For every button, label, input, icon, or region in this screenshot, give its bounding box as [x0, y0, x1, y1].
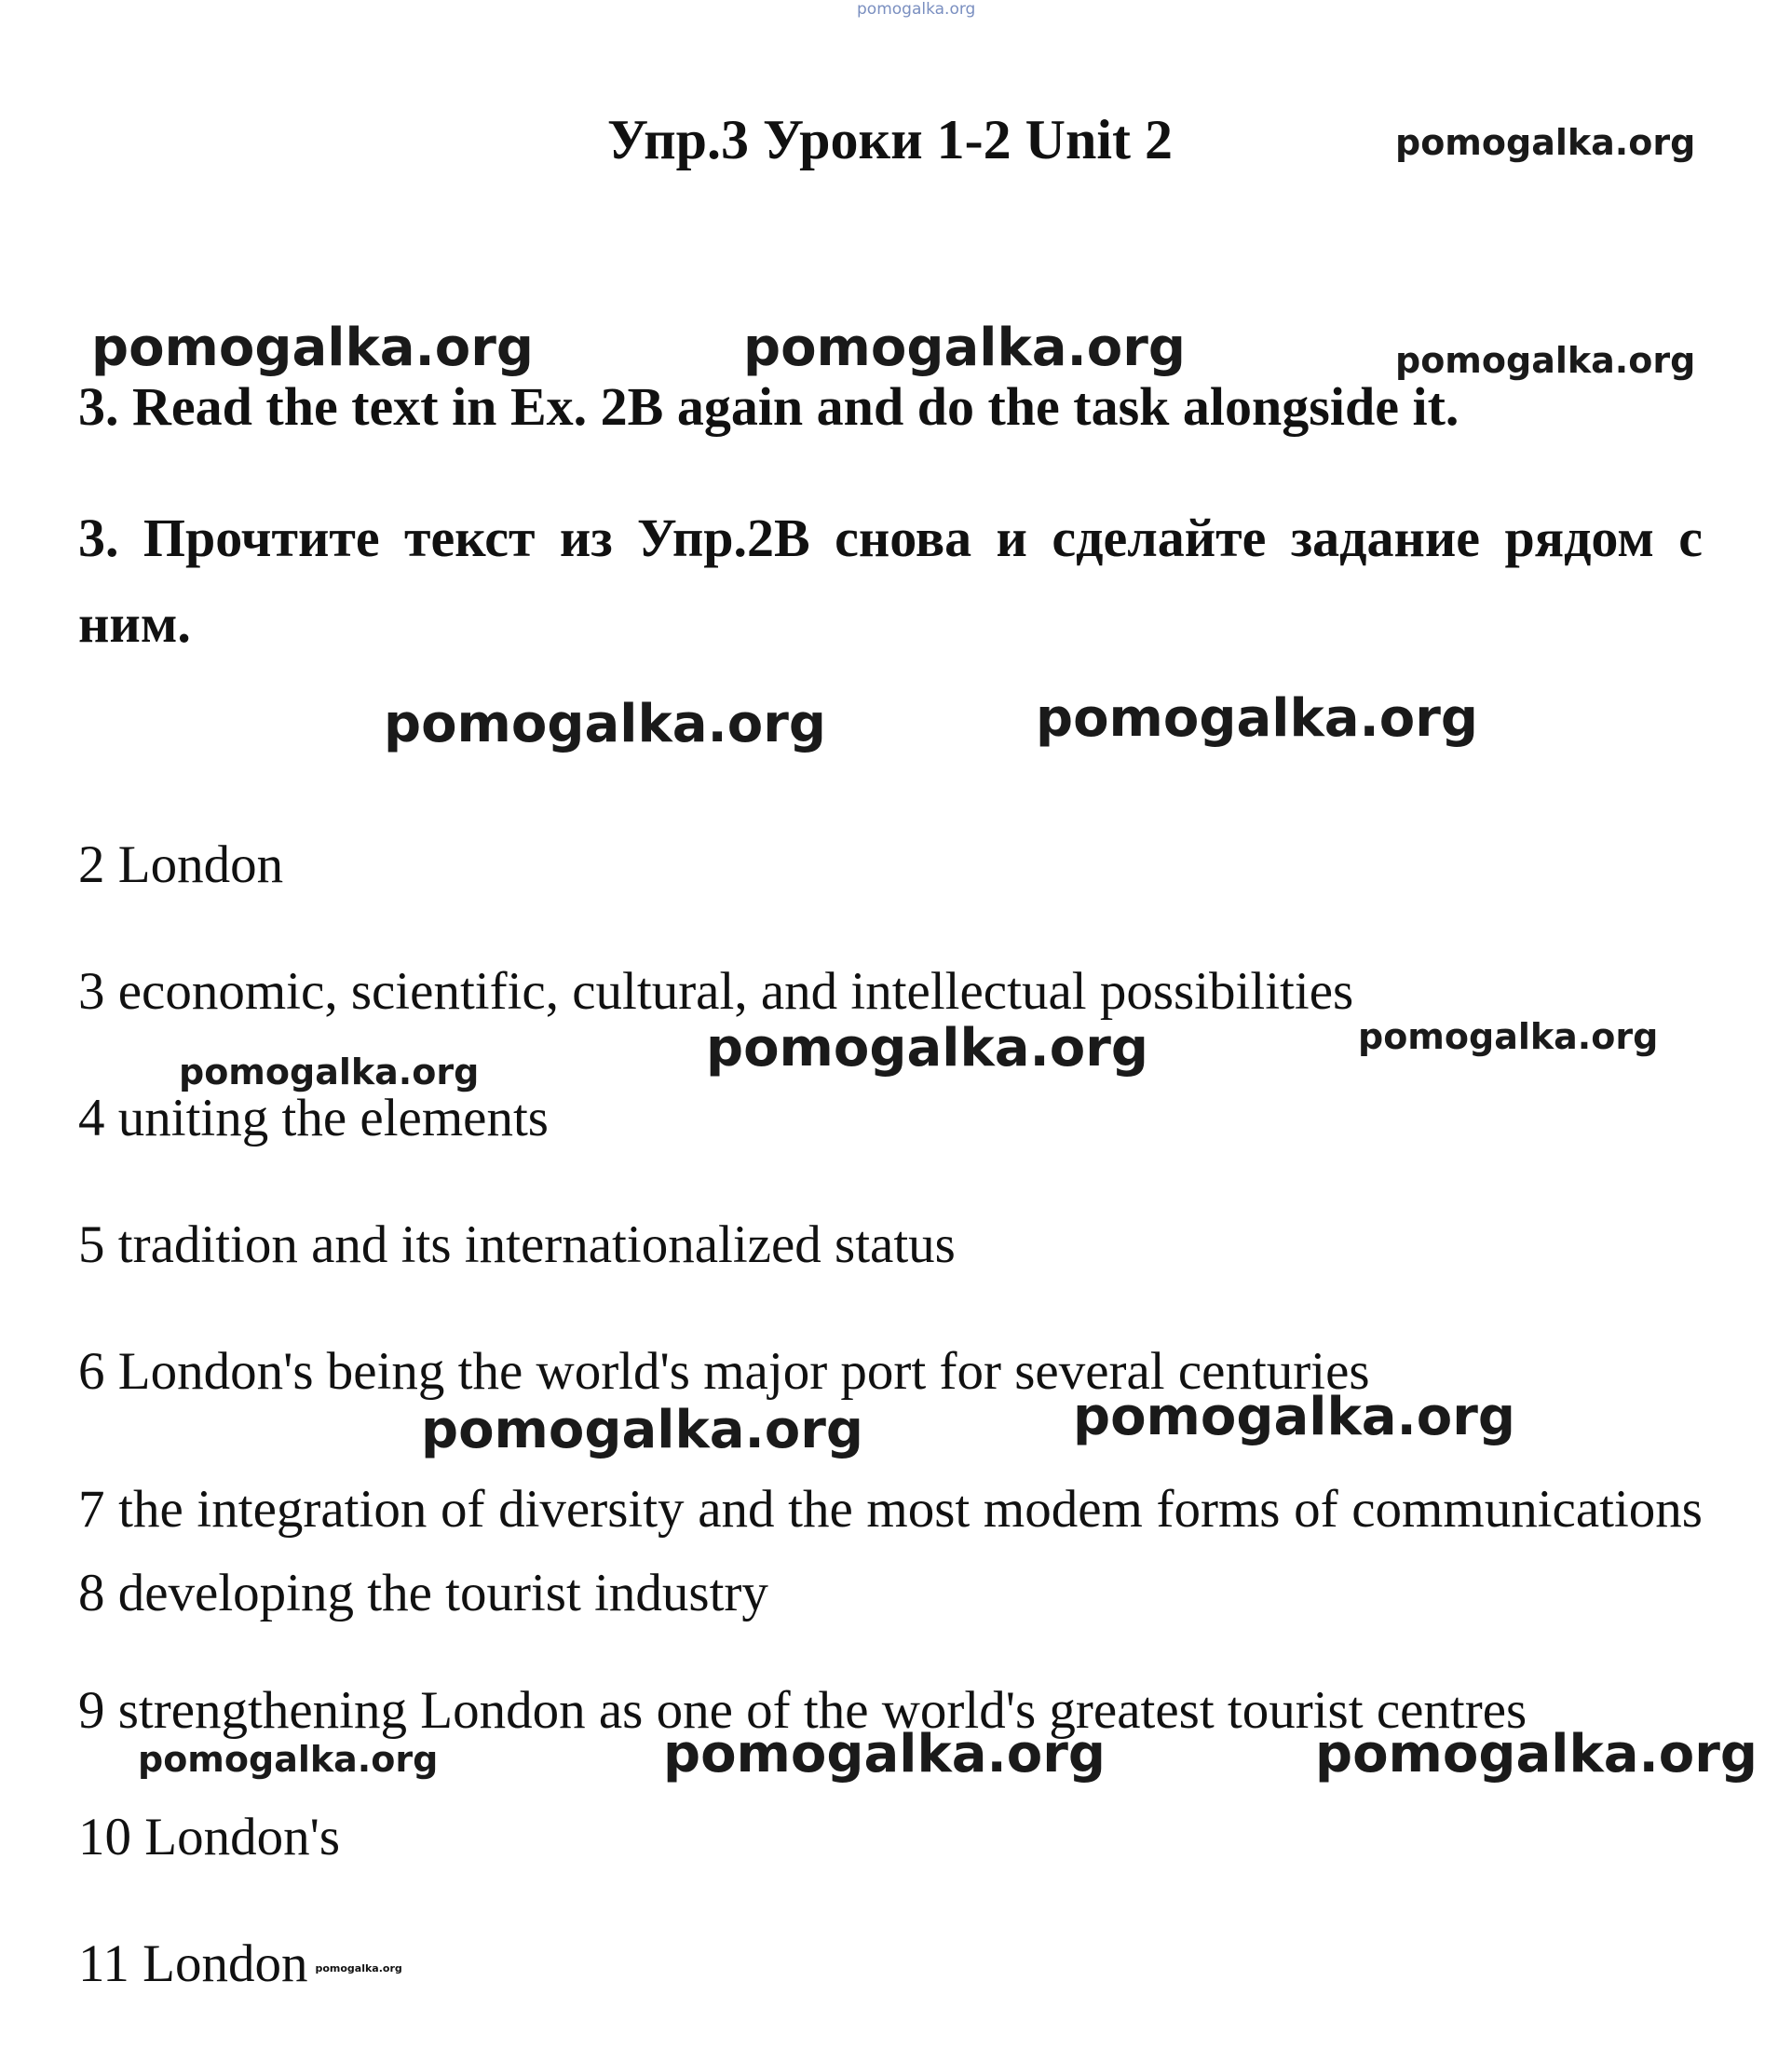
answer-item: 3 economic, scientific, cultural, and intellectual possibilities	[78, 962, 1354, 1021]
watermark: pomogalka.org	[1036, 688, 1478, 749]
task-russian: 3. Прочтите текст из Упр.2В снова и сделайте задание рядом с ним.	[78, 508, 1703, 654]
watermark: pomogalka.org	[743, 318, 1186, 378]
watermark: pomogalka.org	[706, 1018, 1148, 1079]
answer-item: 5 tradition and its internationalized status	[78, 1215, 956, 1274]
answer-item: 7 the integration of diversity and the most modem forms of communications 8 developing the tourist industry	[78, 1480, 1703, 1622]
watermark: pomogalka.org	[138, 1739, 439, 1780]
watermark: pomogalka.org	[1395, 340, 1696, 381]
watermark: pomogalka.org	[663, 1724, 1106, 1784]
watermark-top: pomogalka.org	[857, 0, 976, 19]
watermark: pomogalka.org	[1358, 1016, 1659, 1057]
watermark: pomogalka.org	[1395, 122, 1696, 163]
watermark-tiny: pomogalka.org	[315, 1962, 402, 1975]
watermark: pomogalka.org	[1073, 1387, 1515, 1447]
answer-item: 6 London's being the world's major port for several centuries	[78, 1342, 1370, 1401]
answer-item-last	[78, 1934, 402, 1993]
answer-item: 11 London	[78, 1934, 308, 1993]
watermark: pomogalka.org	[421, 1400, 863, 1460]
watermark: pomogalka.org	[384, 694, 826, 754]
watermark: pomogalka.org	[1315, 1724, 1758, 1784]
watermark: pomogalka.org	[91, 318, 534, 378]
answer-item: 4 uniting the elements	[78, 1089, 549, 1147]
task-english: 3. Read the text in Ex. 2B again and do the task alongside it.	[78, 376, 1459, 437]
answer-item: 9 strengthening London as one of the world's greatest tourist centres	[78, 1681, 1527, 1740]
page-title: Упр.3 Уроки 1-2 Unit 2	[607, 109, 1174, 170]
watermark: pomogalka.org	[179, 1052, 480, 1092]
answer-item: 10 London's	[78, 1808, 341, 1866]
answer-item: 2 London	[78, 835, 284, 894]
